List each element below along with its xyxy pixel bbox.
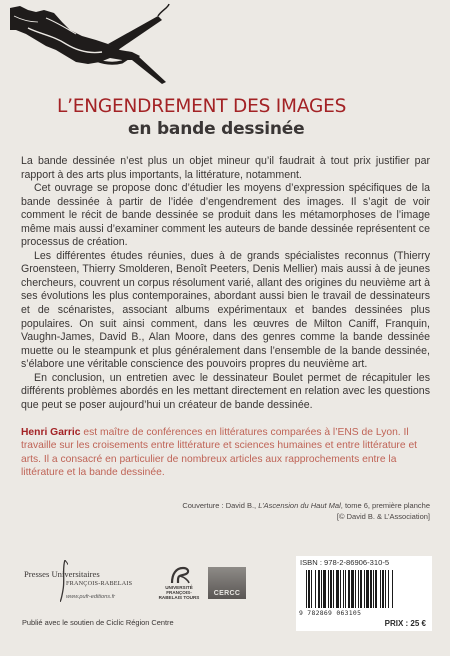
book-title: L’ENGENDREMENT DES IMAGES (57, 96, 347, 117)
back-cover-description (21, 155, 430, 412)
barcode-panel (296, 556, 432, 631)
book-subtitle: en bande dessinée (128, 119, 305, 139)
description-paragraph: Les différentes études réunies, dues à de grands spécialistes reconnus (Thierry Groensteen, Thierry Smolderen, Benoît Peeters, Denis Mellier) mais aussi à de jeunes chercheurs, couvrent un corpus résolument varié, allant des origines du neuvième art à ses évolutions les plus contemporaines, abordant aussi bien le travail de dessinateurs et de scénaristes, associant albums expérimentaux et bandes dessinées plus populaires. On suit ainsi comment, dans les œuvres de Milton Caniff, Franquin, Vaughn-James, David B., Alan Moore, dans des genres comme la bande dessinée muette ou le steampunk et plus généralement dans l’ensemble de la bande dessinée, s’élabore une véritable conscience des pouvoirs propres du neuvième art. (21, 249, 430, 371)
barcode-digits: 9 782869 063105 (299, 609, 362, 617)
publisher-subname: FRANÇOIS-RABELAIS (66, 580, 133, 587)
cover-credit-line (130, 500, 430, 511)
author-name: Henri Garric (21, 427, 81, 438)
publisher-logo (22, 560, 133, 606)
credit-prefix: Couverture : David B., (182, 501, 259, 510)
price-label: PRIX : 25 € (384, 619, 426, 628)
lab-name: CERCC (213, 590, 241, 597)
credit-work-title: L’Ascension du Haut Mal (258, 501, 341, 510)
university-name: UNIVERSITÉ FRANÇOIS-RABELAIS TOURS (158, 585, 200, 601)
university-emblem-icon (156, 566, 202, 584)
publisher-url: www.pufr-editions.fr (66, 594, 116, 600)
university-logo (156, 566, 202, 604)
credit-suffix: , tome 6, première planche (340, 501, 430, 510)
support-notice: Publié avec le soutien de Ciclic Région Centre (22, 618, 174, 627)
barcode-icon (306, 570, 426, 608)
publisher-name: Presses Universitaires (24, 569, 100, 579)
description-paragraph: En conclusion, un entretien avec le dessinateur Boulet permet de récapituler les différents problèmes abordés en les mettant directement en relation avec les questions que peut se poser aujourd’hui un créateur de bande dessinée. (21, 371, 430, 411)
hand-quill-illustration (10, 0, 170, 86)
author-bio (21, 426, 430, 479)
lab-logo (208, 567, 246, 599)
cover-credit (130, 500, 430, 522)
author-bio-text: est maître de conférences en littératures comparées à l’ENS de Lyon. Il travaille sur les croisements entre littérature et sciences humaines et entre littérature et arts. Il a consacré en particulier de nombreux articles aux rapprochements entre la littérature et la bande dessinée. (21, 427, 418, 478)
credit-copyright: [© David B. & L’Association] (336, 512, 430, 521)
isbn-label: ISBN : 978-2-86906-310-5 (300, 558, 390, 567)
description-paragraph: Cet ouvrage se propose donc d’étudier les moyens d’expression spécifiques de la bande dessinée à partir de l’idée d’engendrement des images. Il s’agit de voir comment le récit de bande dessinée se produit dans les métamorphoses de l’image même mais aussi d’examiner comment les auteurs de bande dessinée représentent ce processus de création. (21, 182, 430, 249)
description-paragraph: La bande dessinée n’est plus un objet mineur qu’il faudrait à tout prix justifier par rapport à des arts plus importants, la littérature, notamment. (21, 155, 430, 181)
